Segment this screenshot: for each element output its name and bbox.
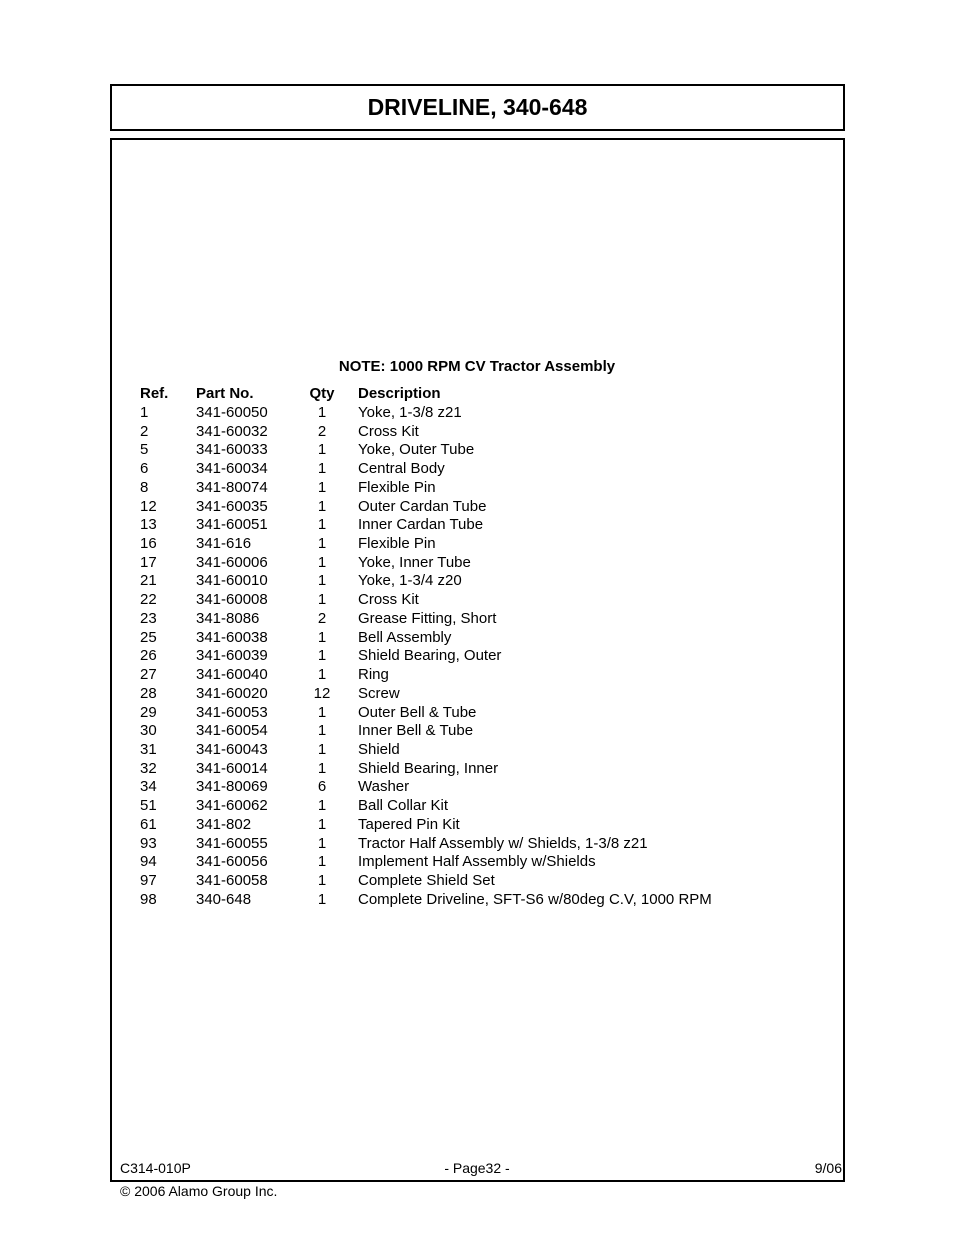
row-ref: 16 [140,535,157,552]
row-description: Shield Bearing, Inner [358,760,499,777]
row-description: Yoke, 1-3/4 z20 [358,572,462,589]
row-description: Central Body [358,460,445,477]
row-qty: 1 [317,572,327,589]
row-description: Screw [358,685,400,702]
row-part-no: 341-60033 [196,441,268,458]
row-ref: 12 [140,498,157,515]
row-qty: 1 [317,404,327,421]
row-part-no: 341-60010 [196,572,268,589]
row-ref: 29 [140,704,157,721]
row-ref: 8 [140,479,149,496]
row-qty: 1 [317,554,327,571]
row-ref: 2 [140,423,149,440]
row-qty: 1 [317,760,327,777]
header-qty: Qty [309,385,335,402]
row-qty: 1 [317,797,327,814]
row-qty: 1 [317,816,327,833]
row-ref: 30 [140,722,157,739]
row-qty: 1 [317,704,327,721]
header-part-no: Part No. [196,385,254,402]
row-description: Ball Collar Kit [358,797,449,814]
row-ref: 17 [140,554,157,571]
row-ref: 22 [140,591,157,608]
row-ref: 31 [140,741,157,758]
row-qty: 1 [317,853,327,870]
copyright: © 2006 Alamo Group Inc. [120,1183,278,1199]
row-ref: 26 [140,647,157,664]
row-ref: 23 [140,610,157,627]
row-qty: 1 [317,891,327,908]
row-part-no: 341-802 [196,816,252,833]
row-ref: 1 [140,404,149,421]
row-description: Shield [358,741,400,758]
row-qty: 2 [317,423,327,440]
row-description: Yoke, 1-3/8 z21 [358,404,462,421]
row-ref: 61 [140,816,157,833]
row-ref: 94 [140,853,157,870]
row-ref: 6 [140,460,149,477]
row-description: Outer Cardan Tube [358,498,487,515]
row-part-no: 341-60058 [196,872,268,889]
row-qty: 12 [313,685,331,702]
row-description: Ring [358,666,389,683]
row-part-no: 341-60034 [196,460,268,477]
row-qty: 1 [317,460,327,477]
row-description: Tractor Half Assembly w/ Shields, 1-3/8 z21 [358,835,648,852]
row-part-no: 341-60054 [196,722,268,739]
row-ref: 97 [140,872,157,889]
row-part-no: 341-60050 [196,404,268,421]
title-box [110,84,845,131]
row-part-no: 340-648 [196,891,252,908]
row-qty: 1 [317,741,327,758]
row-ref: 34 [140,778,157,795]
row-part-no: 341-60051 [196,516,268,533]
row-part-no: 341-60056 [196,853,268,870]
row-qty: 2 [317,610,327,627]
row-qty: 1 [317,872,327,889]
row-qty: 1 [317,647,327,664]
row-part-no: 341-60032 [196,423,268,440]
row-description: Cross Kit [358,591,419,608]
row-part-no: 341-60035 [196,498,268,515]
row-ref: 98 [140,891,157,908]
row-description: Implement Half Assembly w/Shields [358,853,596,870]
row-part-no: 341-60040 [196,666,268,683]
row-part-no: 341-60014 [196,760,268,777]
row-qty: 1 [317,722,327,739]
row-part-no: 341-60020 [196,685,268,702]
row-description: Flexible Pin [358,535,436,552]
row-part-no: 341-60039 [196,647,268,664]
row-part-no: 341-60062 [196,797,268,814]
row-part-no: 341-616 [196,535,252,552]
row-description: Inner Bell & Tube [358,722,474,739]
revision-date: 9/06 [814,1160,842,1176]
assembly-note: NOTE: 1000 RPM CV Tractor Assembly [338,358,616,375]
row-ref: 32 [140,760,157,777]
row-description: Complete Driveline, SFT-S6 w/80deg C.V, 1000 RPM [358,891,712,908]
row-description: Flexible Pin [358,479,436,496]
row-ref: 5 [140,441,149,458]
row-description: Yoke, Inner Tube [358,554,471,571]
row-description: Shield Bearing, Outer [358,647,502,664]
row-qty: 1 [317,535,327,552]
row-description: Washer [358,778,410,795]
row-description: Grease Fitting, Short [358,610,497,627]
row-part-no: 341-60053 [196,704,268,721]
row-qty: 1 [317,516,327,533]
page-number: - Page32 - [444,1160,510,1176]
row-part-no: 341-80074 [196,479,268,496]
page-title: DRIVELINE, 340-648 [367,94,588,120]
row-qty: 6 [317,778,327,795]
row-ref: 27 [140,666,157,683]
row-description: Inner Cardan Tube [358,516,484,533]
row-description: Complete Shield Set [358,872,495,889]
row-qty: 1 [317,835,327,852]
row-qty: 1 [317,666,327,683]
header-description: Description [358,385,441,402]
row-ref: 93 [140,835,157,852]
row-ref: 51 [140,797,157,814]
row-part-no: 341-80069 [196,778,268,795]
row-qty: 1 [317,591,327,608]
row-part-no: 341-60055 [196,835,268,852]
row-part-no: 341-60043 [196,741,268,758]
row-qty: 1 [317,629,327,646]
row-part-no: 341-8086 [196,610,260,627]
row-part-no: 341-60006 [196,554,268,571]
header-ref: Ref. [140,385,169,402]
doc-number: C314-010P [120,1160,191,1176]
row-ref: 28 [140,685,157,702]
row-description: Yoke, Outer Tube [358,441,475,458]
row-description: Bell Assembly [358,629,452,646]
row-description: Cross Kit [358,423,419,440]
row-qty: 1 [317,441,327,458]
row-description: Tapered Pin Kit [358,816,460,833]
row-qty: 1 [317,498,327,515]
row-part-no: 341-60038 [196,629,268,646]
row-ref: 25 [140,629,157,646]
row-ref: 21 [140,572,157,589]
row-qty: 1 [317,479,327,496]
row-description: Outer Bell & Tube [358,704,477,721]
row-part-no: 341-60008 [196,591,268,608]
row-ref: 13 [140,516,157,533]
